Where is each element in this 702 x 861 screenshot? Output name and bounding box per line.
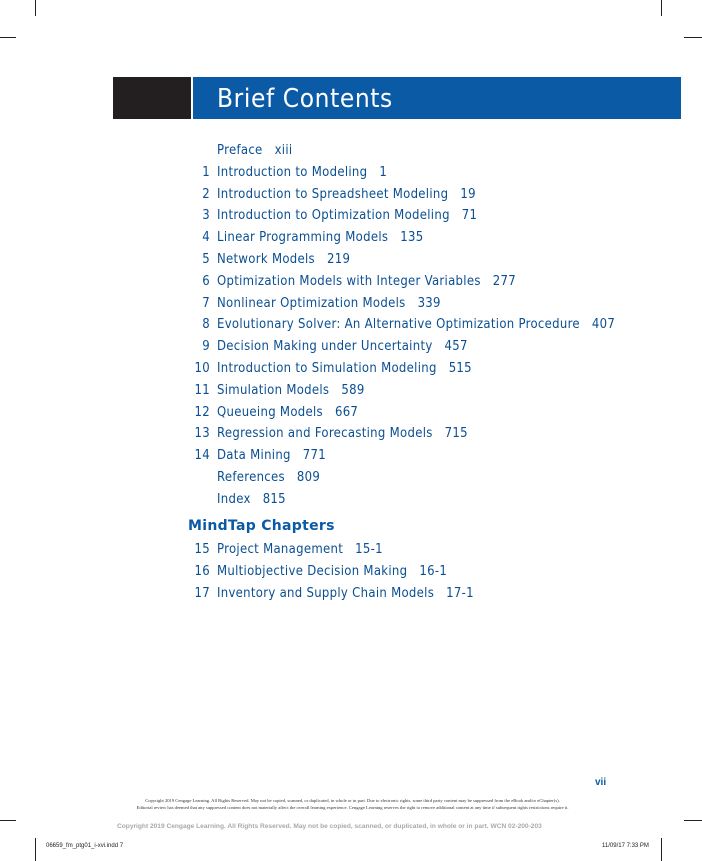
toc-entry bbox=[0, 360, 702, 382]
chapter-title bbox=[217, 142, 292, 160]
chapter-page: 815 bbox=[262, 491, 286, 507]
chapter-title bbox=[217, 295, 441, 313]
chapter-title bbox=[217, 425, 468, 443]
chapter-page: 16-1 bbox=[419, 563, 448, 579]
copyright-line-1: Copyright 2019 Cengage Learning. All Rights Reserved. May not be copied, scanned, or duplicated, in whole or in part. Due to electronic rights, some third party content may be suppressed from the eBook and/or eChapter(s). bbox=[145, 798, 560, 803]
toc-entry bbox=[0, 338, 702, 360]
toc-entry bbox=[0, 273, 702, 295]
toc-entry bbox=[0, 447, 702, 469]
chapter-title-text: Regression and Forecasting Models bbox=[217, 426, 433, 442]
chapter-number: 4 bbox=[202, 230, 210, 246]
toc-entry bbox=[0, 164, 702, 186]
chapter-page: 515 bbox=[448, 361, 472, 376]
chapter-title-text: Simulation Models bbox=[217, 382, 330, 398]
chapter-title bbox=[217, 186, 476, 204]
toc-entry bbox=[0, 585, 702, 607]
chapter-title-text: Project Management bbox=[217, 542, 344, 557]
toc-entry bbox=[0, 295, 702, 317]
chapter-title bbox=[217, 207, 477, 225]
copyright-watermark: Copyright 2019 Cengage Learning. All Rights Reserved. May not be copied, scanned, or duplicated, in whole or in part. WCN 02-200-203 bbox=[117, 823, 542, 830]
chapter-page: 809 bbox=[296, 470, 321, 485]
chapter-title bbox=[217, 251, 350, 269]
chapter-number: 9 bbox=[202, 339, 210, 355]
crop-mark bbox=[35, 838, 36, 861]
chapter-title-text: Nonlinear Optimization Models bbox=[217, 295, 406, 311]
slug-date: 11/09/17 7:33 PM bbox=[602, 843, 649, 849]
toc-entry bbox=[0, 142, 702, 164]
toc-entry bbox=[0, 316, 702, 338]
chapter-page: 407 bbox=[591, 317, 616, 333]
chapter-number: 13 bbox=[194, 426, 210, 442]
chapter-title bbox=[217, 404, 358, 422]
chapter-page: 715 bbox=[444, 426, 468, 442]
page-title: Brief Contents bbox=[217, 84, 393, 114]
chapter-number: 5 bbox=[202, 252, 210, 267]
chapter-number: 3 bbox=[202, 208, 210, 224]
chapter-title-text: Network Models bbox=[217, 252, 315, 267]
toc-entry bbox=[0, 469, 702, 491]
chapter-page: 589 bbox=[341, 382, 365, 398]
chapter-title bbox=[217, 360, 472, 378]
banner-dark-block bbox=[113, 77, 191, 119]
chapter-page: 771 bbox=[302, 448, 327, 464]
chapter-number: 16 bbox=[194, 563, 210, 579]
chapter-number: 11 bbox=[194, 382, 210, 398]
chapter-page: 667 bbox=[334, 404, 359, 420]
crop-mark bbox=[0, 820, 16, 821]
chapter-page: 135 bbox=[400, 230, 424, 246]
toc-entry bbox=[0, 491, 702, 513]
chapter-number: 10 bbox=[194, 361, 210, 376]
page-number: vii bbox=[595, 777, 607, 788]
chapter-page: 457 bbox=[444, 339, 468, 355]
chapter-number: 6 bbox=[202, 273, 210, 289]
crop-mark bbox=[35, 0, 36, 16]
chapter-title bbox=[217, 491, 286, 509]
chapter-title-text: Linear Programming Models bbox=[217, 230, 389, 246]
toc-entry bbox=[0, 404, 702, 426]
chapter-page: 219 bbox=[326, 252, 351, 267]
chapter-page: xiii bbox=[274, 143, 293, 158]
chapter-title bbox=[217, 469, 320, 487]
chapter-number: 12 bbox=[194, 404, 210, 420]
toc-entry bbox=[0, 563, 702, 585]
crop-mark bbox=[661, 0, 662, 16]
chapter-title bbox=[217, 316, 615, 334]
chapter-number: 14 bbox=[194, 448, 210, 464]
chapter-title-text: Introduction to Optimization Modeling bbox=[217, 208, 450, 224]
mindtap-heading: MindTap Chapters bbox=[188, 518, 335, 534]
crop-mark bbox=[684, 820, 702, 821]
toc-entry bbox=[0, 186, 702, 208]
chapter-title-text: Introduction to Simulation Modeling bbox=[217, 361, 437, 376]
crop-mark bbox=[661, 838, 662, 861]
chapter-page: 1 bbox=[379, 164, 388, 180]
toc-entry bbox=[0, 207, 702, 229]
chapter-title bbox=[217, 382, 365, 400]
crop-mark bbox=[684, 37, 702, 38]
chapter-title-text: Queueing Models bbox=[217, 404, 323, 420]
toc-entry bbox=[0, 251, 702, 273]
chapter-title-text: Preface bbox=[217, 143, 263, 158]
chapter-number: 2 bbox=[202, 186, 210, 202]
chapter-page: 17-1 bbox=[446, 585, 474, 601]
toc-entry bbox=[0, 229, 702, 251]
chapter-title-text: References bbox=[217, 470, 285, 485]
toc-entry bbox=[0, 425, 702, 447]
chapter-page: 19 bbox=[460, 186, 476, 202]
chapter-title bbox=[217, 585, 474, 603]
chapter-number: 1 bbox=[202, 164, 210, 180]
chapter-page: 277 bbox=[492, 273, 516, 289]
chapter-title bbox=[217, 563, 447, 581]
toc-entry bbox=[0, 541, 702, 563]
chapter-page: 71 bbox=[461, 208, 478, 224]
chapter-title bbox=[217, 164, 387, 182]
slug-file-name: 06659_fm_ptg01_i-xvi.indd 7 bbox=[46, 843, 124, 849]
chapter-title-text: Decision Making under Uncertainty bbox=[217, 339, 433, 355]
chapter-page: 339 bbox=[417, 295, 441, 311]
chapter-title-text: Multiobjective Decision Making bbox=[217, 563, 408, 579]
chapter-number: 8 bbox=[202, 317, 210, 333]
copyright-notice bbox=[80, 798, 625, 811]
chapter-title bbox=[217, 273, 516, 291]
chapter-title bbox=[217, 447, 326, 465]
copyright-line-2: Editorial review has deemed that any suppressed content does not materially affect the overall learning experience. Cengage Learning reserves the right to remove additional content at any time if subsequent rights restrictions require it. bbox=[136, 804, 569, 810]
chapter-title-text: Optimization Models with Integer Variables bbox=[217, 273, 481, 289]
toc-entry bbox=[0, 382, 702, 404]
chapter-title-text: Introduction to Modeling bbox=[217, 164, 368, 180]
chapter-number: 15 bbox=[194, 542, 210, 557]
chapter-page: 15-1 bbox=[355, 542, 383, 557]
chapter-title bbox=[217, 541, 383, 559]
chapter-title-text: Evolutionary Solver: An Alternative Optimization Procedure bbox=[217, 317, 580, 333]
crop-mark bbox=[0, 37, 16, 38]
chapter-title-text: Data Mining bbox=[217, 448, 291, 464]
chapter-title-text: Inventory and Supply Chain Models bbox=[217, 585, 435, 601]
chapter-number: 17 bbox=[194, 585, 210, 601]
chapter-title-text: Index bbox=[217, 491, 251, 507]
chapter-title bbox=[217, 338, 468, 356]
chapter-number: 7 bbox=[202, 295, 210, 311]
chapter-title bbox=[217, 229, 423, 247]
chapter-title-text: Introduction to Spreadsheet Modeling bbox=[217, 186, 449, 202]
